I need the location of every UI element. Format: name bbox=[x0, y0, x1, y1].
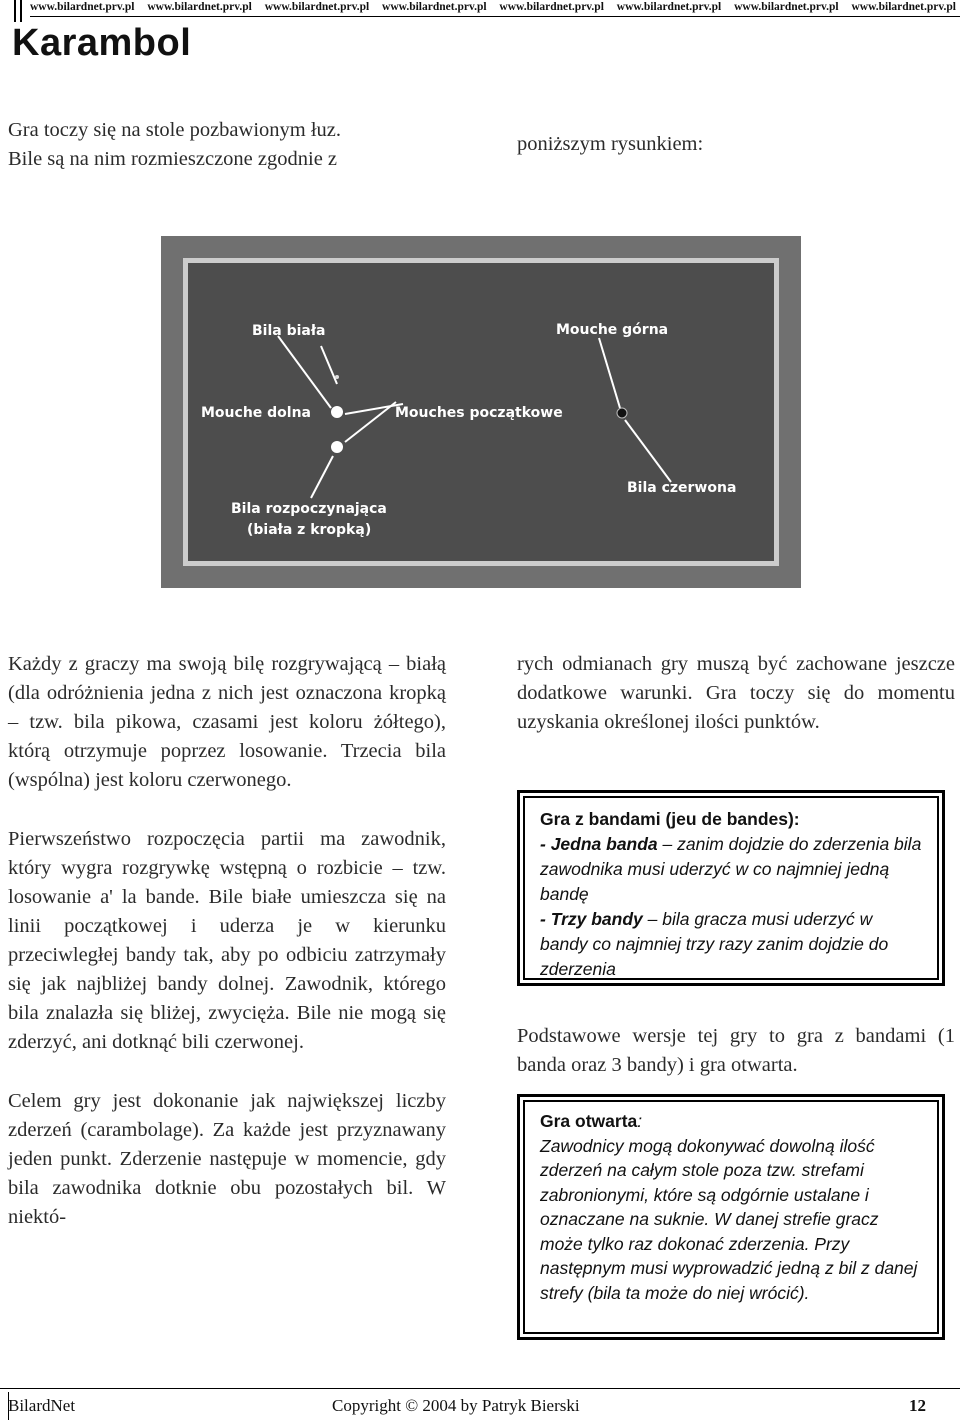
header-divider bbox=[20, 0, 22, 22]
paragraph: Celem gry jest dokonanie jak największej liczby zderzeń (carambolage). Za każde jest przyznawany jeden punkt. Zderzenie następuje w momencie, gdy bila zawodnika dotknie obu pozostałych bil. W niektó- bbox=[8, 1090, 446, 1228]
header-divider bbox=[14, 0, 16, 22]
red-ball bbox=[617, 408, 627, 418]
starting-ball bbox=[331, 441, 343, 453]
intro-line: Gra toczy się na stole pozbawionym łuz. bbox=[8, 119, 342, 141]
label-bila-rozpoczynajaca: Bila rozpoczynająca bbox=[231, 501, 387, 517]
paragraph: Pierwszeństwo rozpoczęcia partii ma zawodnik, który wygra rozgrywkę wstępną o rozbicie – tzw. losowanie a' la bande. Bile białe umieszcza się na linii początkowej i uderza je w kierunku przeciwległej bandy tak, aby po odbiciu zatrzymały się jak najbliżej bandy dolnej. Zawodnik, którego bila znalazła się bliżej, zwycięża. Bile nie mogą się zderzyć, ani dotknąć bili czerwonej. bbox=[8, 828, 446, 1053]
mouche-marker bbox=[335, 375, 339, 379]
label-biala-z-kropka: (biała z kropką) bbox=[247, 522, 372, 538]
box-heading-colon: : bbox=[637, 1111, 643, 1131]
header-rule bbox=[30, 16, 960, 17]
white-ball bbox=[331, 406, 343, 418]
header-bar bbox=[0, 0, 960, 22]
intro-right: poniższym rysunkiem: bbox=[517, 133, 704, 155]
box-heading bbox=[540, 1109, 924, 1134]
page-number: 12 bbox=[909, 1396, 926, 1415]
label-mouche-dolna: Mouche dolna bbox=[201, 405, 312, 421]
paragraph: Podstawowe wersje tej gry to gra z bandami (1 banda oraz 3 bandy) i gra otwarta. bbox=[517, 1025, 955, 1076]
label-mouches-poczatkowe: Mouches początkowe bbox=[395, 405, 563, 421]
box-text: Zawodnicy mogą dokonywać dowolną ilość zderzeń na całym stole poza tzw. strefami zabronionymi, które są odgórnie ustalane i oznaczane na suknie. W danej strefie gracz może tylko raz dokonać zderzenia. Przy następnym musi wyprowadzić jedną z bil z danej strefy (bila ta może do niej wrócić). bbox=[540, 1135, 918, 1303]
intro-line: Bile są na nim rozmieszczone zgodnie z bbox=[8, 148, 338, 170]
box-item bbox=[540, 832, 924, 907]
box-item-text: – bila gracza musi uderzyć w bandy co najmniej trzy razy zanim dojdzie do zderzenia bbox=[540, 909, 889, 979]
box-item-title: - Trzy bandy bbox=[540, 909, 643, 929]
info-box-open-game bbox=[517, 1094, 945, 1340]
footer-brand: BilardNet bbox=[8, 1396, 76, 1415]
header-url-strip[interactable]: www.bilardnet.prv.pl www.bilardnet.prv.pl www.bilardnet.prv.pl www.bilardnet.prv.pl www.bilardnet.prv.pl www.bilardnet.prv.pl www.bilardnet.prv.pl www.bilardnet.prv.pl bbox=[30, 1, 956, 13]
box-item bbox=[540, 907, 924, 982]
box-heading-title: Gra otwarta bbox=[540, 1111, 638, 1131]
footer-copyright: Copyright © 2004 by Patryk Bierski bbox=[332, 1396, 580, 1415]
label-bila-czerwona: Bila czerwona bbox=[627, 480, 737, 496]
carom-table-diagram bbox=[161, 236, 801, 588]
footer-rule bbox=[0, 1388, 960, 1389]
paragraph: Każdy z graczy ma swoją bilę rozgrywającą – białą (dla odróżnienia jedna z nich jest oznaczona kropką – tzw. bila pikowa, czasami jest koloru żółtego), którą otrzymuje poprzez losowanie. Trzecia bila (wspólna) jest koloru czerwonego. bbox=[8, 653, 446, 791]
left-column bbox=[8, 650, 446, 1232]
right-column-paragraph bbox=[517, 1022, 955, 1080]
info-box-bands bbox=[517, 790, 945, 986]
right-column bbox=[517, 650, 955, 737]
box-heading: Gra z bandami (jeu de bandes): bbox=[540, 809, 800, 829]
box-item-title: - Jedna banda bbox=[540, 834, 658, 854]
box-item-text: – zanim dojdzie do zderzenia bila zawodnika musi uderzyć w co najmniej jedną bandę bbox=[540, 834, 922, 904]
label-mouche-gorna: Mouche górna bbox=[556, 322, 669, 338]
intro-left bbox=[8, 116, 448, 174]
page-title: Karambol bbox=[12, 22, 192, 64]
label-bila-biala: Bila biała bbox=[252, 323, 326, 339]
paragraph: rych odmianach gry muszą być zachowane jeszcze dodatkowe warunki. Gra toczy się do momentu uzyskania określonej ilości punktów. bbox=[517, 653, 955, 733]
